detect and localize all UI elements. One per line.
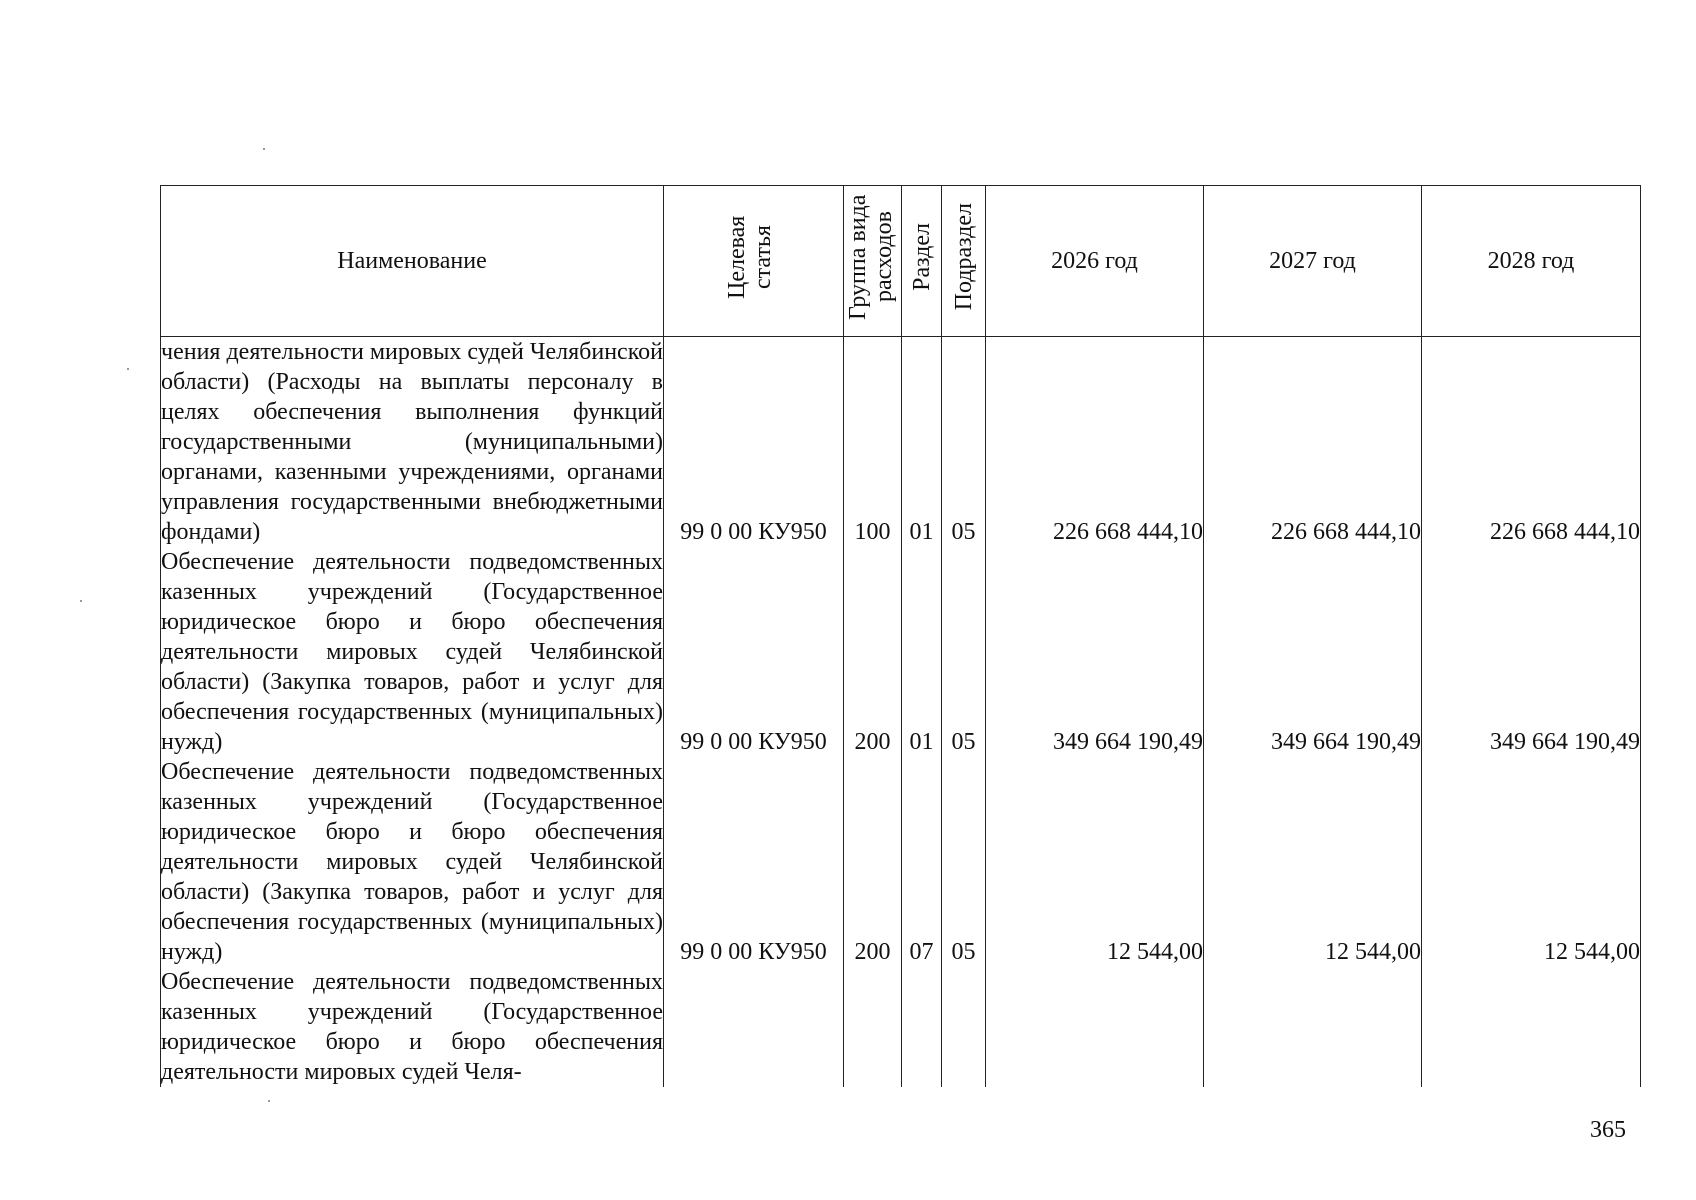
header-section: Раздел (902, 186, 942, 337)
header-subsection: Подраздел (942, 186, 986, 337)
row-target-article: 99 0 00 КУ950 (664, 547, 844, 757)
table-row (161, 337, 1641, 548)
row-value-2028: 226 668 444,10 (1422, 337, 1641, 548)
row-value-2026: 12 544,00 (986, 757, 1204, 967)
row-value-2028: 12 544,00 (1422, 757, 1641, 967)
row-value-2028 (1422, 967, 1641, 1087)
header-name: Наименование (161, 186, 664, 337)
row-target-article: 99 0 00 КУ950 (664, 337, 844, 548)
table-row (161, 757, 1641, 967)
row-section (902, 967, 942, 1087)
scan-speck (263, 148, 265, 150)
scan-speck (127, 368, 129, 370)
header-expense-group: Группа вида расходов (844, 186, 902, 337)
row-expense-group (844, 967, 902, 1087)
row-value-2026: 226 668 444,10 (986, 337, 1204, 548)
table-row (161, 547, 1641, 757)
header-target-article: Целевая статья (664, 186, 844, 337)
header-2026: 2026 год (986, 186, 1204, 337)
row-name: Обеспечение деятельности подведомственных казенных учреждений (Государственное юридическое бюро и бюро обеспечения деятельности мировых судей Челябинской области) (Закупка товаров, работ и услуг для обеспечения государственных (муниципальных) нужд) (161, 759, 663, 965)
header-2028: 2028 год (1422, 186, 1641, 337)
scan-speck (80, 600, 82, 602)
row-value-2027: 226 668 444,10 (1204, 337, 1422, 548)
scan-speck (268, 1100, 270, 1102)
row-subsection: 05 (942, 757, 986, 967)
header-2027: 2027 год (1204, 186, 1422, 337)
row-target-article (664, 967, 844, 1087)
row-name: Обеспечение деятельности подведомственных казенных учреждений (Государственное юридическое бюро и бюро обеспечения деятельности мировых судей Челябинской области) (Закупка товаров, работ и услуг для обеспечения государственных (муниципальных) нужд) (161, 549, 663, 755)
table-header-row (161, 186, 1641, 337)
row-section: 07 (902, 757, 942, 967)
row-subsection: 05 (942, 547, 986, 757)
row-target-article: 99 0 00 КУ950 (664, 757, 844, 967)
row-subsection: 05 (942, 337, 986, 548)
row-expense-group: 200 (844, 547, 902, 757)
row-section: 01 (902, 337, 942, 548)
row-value-2027: 12 544,00 (1204, 757, 1422, 967)
budget-table (160, 185, 1641, 1087)
row-value-2028: 349 664 190,49 (1422, 547, 1641, 757)
row-value-2026 (986, 967, 1204, 1087)
row-value-2027: 349 664 190,49 (1204, 547, 1422, 757)
row-expense-group: 100 (844, 337, 902, 548)
row-expense-group: 200 (844, 757, 902, 967)
row-value-2027 (1204, 967, 1422, 1087)
row-section: 01 (902, 547, 942, 757)
page-number: 365 (1590, 1117, 1626, 1143)
row-name: чения деятельности мировых судей Челябинской области) (Расходы на выплаты персоналу в целях обеспечения выполнения функций государственными (муниципальными) органами, казенными учреждениями, органами управления государственными внебюджетными фондами) (161, 337, 664, 548)
row-name: Обеспечение деятельности подведомственных казенных учреждений (Государственное юридическое бюро и бюро обеспечения деятельности мировых судей Челя- (161, 969, 663, 1085)
row-subsection (942, 967, 986, 1087)
row-value-2026: 349 664 190,49 (986, 547, 1204, 757)
table-row (161, 967, 1641, 1087)
